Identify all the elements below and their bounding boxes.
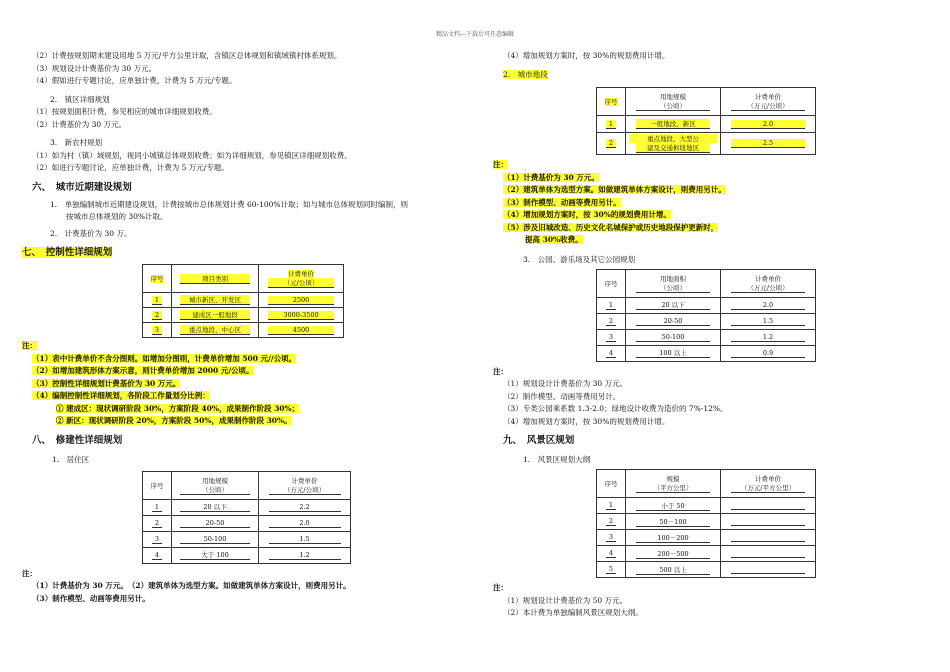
note-line: （1）计费基价为 30 万元。	[503, 172, 599, 182]
text-line: （4）假如进行专题讨论，应单独计费，计费为 5 万元/专题。	[32, 76, 237, 85]
table-row: 4 大于 100 1.2	[143, 547, 351, 563]
table-row: 4 100 以上 0.9	[597, 345, 816, 361]
note-line: （2）如增加建筑形体方案示意，则计费单价增加 2000 元/公顷。	[32, 366, 254, 375]
subsection-title: 2. 城市地段	[503, 69, 548, 79]
table-header: 计费单价 （万元/公顷）	[259, 471, 351, 499]
table-row: 1 20 以下 2.0	[597, 297, 816, 313]
note-line: （3）专类公园乘系数 1.3-2.0；绿地设计收费为造价的 7%-12%。	[503, 404, 728, 413]
right-column	[493, 50, 933, 620]
table-row: 1 一般地段、新区 2.0	[597, 116, 816, 133]
note-line: （4）增加规划方案时，按 30%的规划费用计增。	[503, 416, 670, 426]
note-line: （3）控制性详细规划计费基价为 30 万元。	[32, 378, 181, 388]
subsection-title: 3. 新农村规划	[50, 138, 103, 147]
section-title-7-text: 七、 控制性详细规划	[22, 247, 113, 258]
table-row: 4 200－500	[597, 546, 816, 562]
table-header: 计费单价 （万元/平方公里）	[721, 470, 816, 498]
table-header: 计费单价 （元/公顷）	[259, 265, 344, 293]
section-title-6: 六、 城市近期建设规划	[32, 181, 132, 193]
table-row: 2 50－100	[597, 514, 816, 530]
table-header: 用地规模 （公顷）	[172, 471, 259, 499]
section-title-8: 八、 修建性详细规划	[32, 434, 123, 446]
table-row: 1 20 以下 2.2	[143, 499, 351, 515]
text-line: （3）规划设计计费基价为 30 万元。	[32, 63, 157, 73]
table-row: 1 小于 50	[597, 498, 816, 514]
table-row: 3 50-100 1.2	[597, 329, 816, 345]
table-row: 2 20-50 1.5	[597, 313, 816, 329]
table-row: 2 建成区一般地段 3000-3500	[143, 308, 344, 323]
subsection-title: 1. 居住区	[52, 454, 90, 464]
table-row: 3 重点地段、中心区 4500	[143, 323, 344, 338]
notes-label: 注：	[493, 366, 508, 376]
table-row: 3 100－200	[597, 530, 816, 546]
table-header: 用地面积 （公顷）	[626, 269, 721, 297]
table-row: 3 50-100 1.5	[143, 531, 351, 547]
table-header: 项目类别	[172, 265, 259, 293]
note-line: （4）编制控制性详细规划，各阶段工作量划分比例：	[32, 391, 210, 400]
table-row: 2 20-50 2.0	[143, 515, 351, 531]
table-header: 用地规模 （公顷）	[626, 88, 721, 116]
table-header: 规模 （平方公里）	[626, 470, 721, 498]
note-line: （5）涉及旧城改造、历史文化名城保护或历史地段保护更新时，	[503, 222, 719, 232]
notes-label: 注：	[493, 160, 508, 169]
table-row: 5 500 以上	[597, 562, 816, 578]
text-line: （2）计费按规划期末建设用地 5 万元/平方公里计取，含镇区总体规划和镇域镇村体系规划。	[32, 51, 342, 60]
text-line: 按城市总体规划的 30%计取。	[66, 212, 168, 221]
table-header: 序号	[597, 88, 626, 116]
residential-fee-table	[142, 471, 351, 564]
note-line: ② 新区：现状调研阶段 20%，方案阶段 50%，成果制作阶段 30%。	[56, 416, 292, 425]
note-line: （2）建筑单体为选型方案。如做建筑单体方案设计，则费用另计。	[503, 185, 726, 194]
table-header: 序号	[597, 269, 626, 297]
text-line: 2. 计费基价为 30 万。	[50, 228, 132, 238]
table-header: 计费单价 （万元/公顷）	[721, 269, 816, 297]
table-header: 序号	[597, 470, 626, 498]
text-line: （2）计费基价为 30 万元。	[32, 119, 127, 129]
section-title-9: 九、 风景区规划	[503, 435, 575, 446]
text-line: （1）如为村（镇）域规划，视同小城镇总体规划收费；如为详细规划，参见镇区详细规划收费。	[32, 150, 352, 160]
note-line: （1）规划设计计费基价为 50 万元。	[503, 595, 628, 605]
page-header: 精品文档---下载后可任意编辑	[435, 31, 515, 38]
text-line: （4）增加规划方案时，按 30%的规划费用计增。	[503, 51, 670, 60]
note-line: （2）本计费为单独编制风景区规划大纲。	[503, 608, 643, 617]
text-line: （1）按规划面积计费，参见相应的城市详细规划收费。	[32, 107, 217, 116]
left-column	[22, 50, 462, 605]
note-line: ① 建成区：现状调研阶段 30%，方案阶段 40%，成果制作阶段 30%；	[56, 403, 300, 413]
notes-label: 注：	[22, 568, 37, 578]
note-line: （1）计费基价为 30 万元。 （2）建筑单体为选型方案。如做建筑单体方案设计，则费用另计。	[32, 581, 351, 590]
note-line: 提高 30%收费。	[525, 235, 583, 244]
table-row: 2 重点地段、大型公 建及交通枢纽地区 2.5	[597, 133, 816, 155]
note-line: （3）制作模型、动画等费用另计。	[503, 197, 621, 207]
subsection-title: 1. 风景区规划大纲	[523, 455, 591, 464]
subsection-title: 3. 公园、游乐场及其它公园规划	[523, 254, 636, 264]
table-row: 1 城市新区、开发区 2500	[143, 293, 344, 308]
text-line: 1. 单独编制城市近期建设规划，计费按城市总体规划计费 60-100%计取；如与城市总体规划同时编制，则	[50, 199, 409, 209]
city-district-fee-table	[596, 87, 816, 155]
scenic-area-fee-table	[596, 469, 816, 578]
subsection-title: 2. 镇区详细规划	[50, 94, 110, 104]
note-line: （1）规划设计计费基价为 30 万元。	[503, 379, 628, 388]
notes-label: 注：	[22, 341, 37, 350]
note-line: （3）制作模型、动画等费用另计。	[32, 593, 150, 603]
table-header: 计费单价 （万元/公顷）	[721, 88, 816, 116]
section-title-7	[22, 244, 462, 262]
table-header: 序号	[143, 471, 172, 499]
control-plan-fee-table	[142, 264, 344, 338]
table-header: 序号	[143, 265, 172, 293]
note-line: （4）增加规划方案时，按 30%的规划费用计增。	[503, 210, 671, 219]
notes-label: 注：	[493, 583, 508, 592]
text-line: （2）如进行专题讨论，应单独计费，计费为 5 万元/专题。	[32, 163, 229, 172]
note-line: （2）制作模型、动画等费用另计。	[503, 391, 621, 401]
park-fee-table	[596, 269, 816, 362]
note-line: （1）表中计费单价不含分图则。如增加分图则，计费单价增加 500 元//公顷。	[32, 353, 297, 363]
